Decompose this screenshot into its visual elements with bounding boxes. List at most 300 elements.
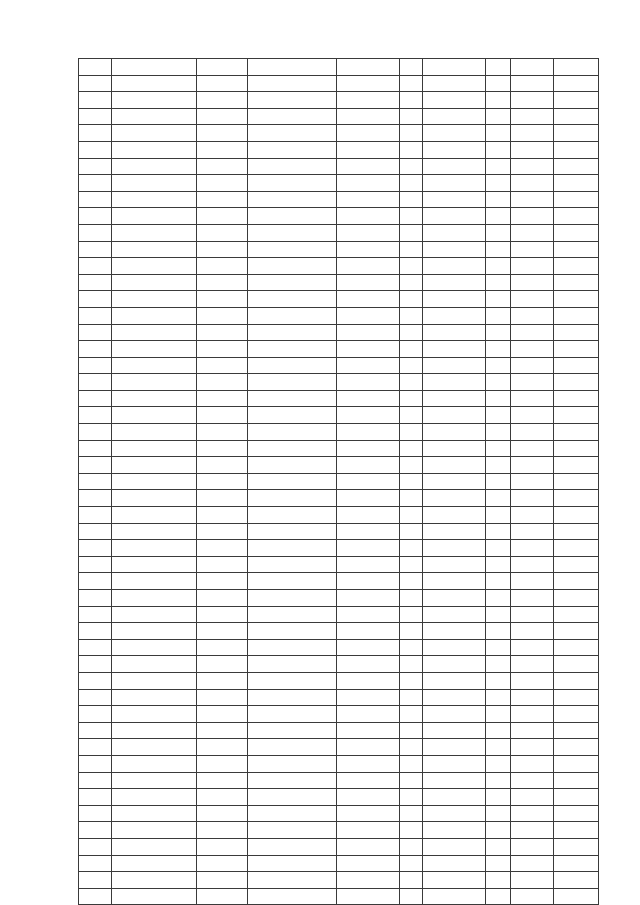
- ledger-table: [78, 58, 599, 905]
- table-cell-blank: [423, 191, 486, 208]
- table-cell-cadastral-code: [112, 838, 197, 855]
- table-cell-id: [79, 108, 112, 125]
- table-cell-address: [197, 573, 248, 590]
- table-cell-blank: [423, 689, 486, 706]
- table-cell-rate: [486, 706, 511, 723]
- table-cell-note: [554, 672, 599, 689]
- table-cell-area: [400, 639, 423, 656]
- table-cell-address: [197, 556, 248, 573]
- table-cell-usage-description: [337, 739, 400, 756]
- table-row: [79, 440, 599, 457]
- table-cell-address: [197, 457, 248, 474]
- table-cell-blank: [423, 755, 486, 772]
- table-row: [79, 606, 599, 623]
- table-cell-land-category: [248, 590, 337, 607]
- table-cell-id: [79, 606, 112, 623]
- table-cell-id: [79, 523, 112, 540]
- table-cell-cadastral-code: [112, 390, 197, 407]
- table-cell-rate: [486, 473, 511, 490]
- table-cell-id: [79, 706, 112, 723]
- table-cell-land-category: [248, 772, 337, 789]
- table-cell-area: [400, 457, 423, 474]
- table-row: [79, 274, 599, 291]
- table-cell-area: [400, 490, 423, 507]
- table-row: [79, 324, 599, 341]
- table-cell-usage-description: [337, 457, 400, 474]
- table-cell-note: [554, 274, 599, 291]
- table-cell-usage-description: [337, 523, 400, 540]
- table-cell-note: [554, 789, 599, 806]
- table-cell-id: [79, 92, 112, 109]
- table-cell-area: [400, 324, 423, 341]
- table-cell-blank: [423, 822, 486, 839]
- table-cell-land-category: [248, 888, 337, 905]
- table-cell-area: [400, 208, 423, 225]
- table-cell-id: [79, 224, 112, 241]
- table-cell-rate: [486, 291, 511, 308]
- table-cell-note: [554, 291, 599, 308]
- table-cell-blank: [423, 507, 486, 524]
- table-cell-area: [400, 473, 423, 490]
- table-row: [79, 872, 599, 889]
- table-cell-id: [79, 838, 112, 855]
- table-cell-amount: [511, 590, 554, 607]
- table-cell-blank: [423, 739, 486, 756]
- table-row: [79, 457, 599, 474]
- table-cell-amount: [511, 274, 554, 291]
- table-cell-area: [400, 407, 423, 424]
- table-cell-land-category: [248, 822, 337, 839]
- table-cell-area: [400, 540, 423, 557]
- table-cell-area: [400, 92, 423, 109]
- table-cell-area: [400, 158, 423, 175]
- table-cell-land-category: [248, 606, 337, 623]
- table-cell-address: [197, 590, 248, 607]
- table-cell-cadastral-code: [112, 540, 197, 557]
- table-cell-usage-description: [337, 175, 400, 192]
- table-cell-cadastral-code: [112, 341, 197, 358]
- table-cell-address: [197, 805, 248, 822]
- table-cell-id: [79, 357, 112, 374]
- table-cell-rate: [486, 507, 511, 524]
- table-cell-amount: [511, 739, 554, 756]
- table-cell-address: [197, 639, 248, 656]
- table-cell-rate: [486, 125, 511, 142]
- table-cell-land-category: [248, 556, 337, 573]
- table-cell-amount: [511, 706, 554, 723]
- table-cell-land-category: [248, 872, 337, 889]
- table-row: [79, 672, 599, 689]
- table-cell-cadastral-code: [112, 424, 197, 441]
- table-cell-blank: [423, 872, 486, 889]
- table-cell-id: [79, 390, 112, 407]
- table-cell-usage-description: [337, 274, 400, 291]
- table-row: [79, 739, 599, 756]
- table-row: [79, 540, 599, 557]
- table-cell-id: [79, 341, 112, 358]
- table-cell-cadastral-code: [112, 175, 197, 192]
- table-cell-blank: [423, 341, 486, 358]
- table-row: [79, 125, 599, 142]
- table-cell-amount: [511, 623, 554, 640]
- table-cell-cadastral-code: [112, 573, 197, 590]
- table-cell-id: [79, 772, 112, 789]
- table-cell-rate: [486, 390, 511, 407]
- table-cell-address: [197, 407, 248, 424]
- table-cell-usage-description: [337, 722, 400, 739]
- table-cell-usage-description: [337, 108, 400, 125]
- table-cell-amount: [511, 324, 554, 341]
- table-cell-address: [197, 523, 248, 540]
- table-cell-rate: [486, 92, 511, 109]
- table-cell-note: [554, 490, 599, 507]
- table-cell-blank: [423, 241, 486, 258]
- table-cell-cadastral-code: [112, 755, 197, 772]
- table-cell-usage-description: [337, 573, 400, 590]
- table-cell-amount: [511, 141, 554, 158]
- table-cell-blank: [423, 258, 486, 275]
- table-cell-address: [197, 241, 248, 258]
- table-cell-address: [197, 872, 248, 889]
- table-cell-note: [554, 540, 599, 557]
- table-cell-address: [197, 125, 248, 142]
- table-cell-amount: [511, 507, 554, 524]
- table-cell-rate: [486, 407, 511, 424]
- table-cell-rate: [486, 324, 511, 341]
- table-cell-address: [197, 208, 248, 225]
- table-cell-area: [400, 855, 423, 872]
- table-cell-area: [400, 606, 423, 623]
- table-cell-amount: [511, 59, 554, 76]
- table-cell-usage-description: [337, 440, 400, 457]
- table-cell-area: [400, 175, 423, 192]
- table-row: [79, 341, 599, 358]
- table-cell-rate: [486, 805, 511, 822]
- table-cell-rate: [486, 573, 511, 590]
- table-cell-land-category: [248, 125, 337, 142]
- table-cell-address: [197, 473, 248, 490]
- table-cell-cadastral-code: [112, 523, 197, 540]
- table-cell-cadastral-code: [112, 772, 197, 789]
- table-cell-id: [79, 490, 112, 507]
- table-cell-blank: [423, 490, 486, 507]
- table-cell-area: [400, 689, 423, 706]
- table-cell-blank: [423, 789, 486, 806]
- table-cell-usage-description: [337, 407, 400, 424]
- table-cell-area: [400, 507, 423, 524]
- table-cell-blank: [423, 357, 486, 374]
- table-row: [79, 473, 599, 490]
- table-cell-area: [400, 59, 423, 76]
- table-cell-cadastral-code: [112, 689, 197, 706]
- table-cell-area: [400, 888, 423, 905]
- table-cell-address: [197, 390, 248, 407]
- table-cell-cadastral-code: [112, 191, 197, 208]
- table-cell-address: [197, 739, 248, 756]
- table-row: [79, 357, 599, 374]
- table-cell-address: [197, 888, 248, 905]
- table-cell-area: [400, 191, 423, 208]
- table-cell-note: [554, 623, 599, 640]
- table-cell-rate: [486, 656, 511, 673]
- table-cell-rate: [486, 108, 511, 125]
- table-cell-amount: [511, 772, 554, 789]
- table-cell-land-category: [248, 75, 337, 92]
- table-cell-cadastral-code: [112, 606, 197, 623]
- table-cell-area: [400, 755, 423, 772]
- table-cell-address: [197, 490, 248, 507]
- table-cell-rate: [486, 208, 511, 225]
- table-cell-cadastral-code: [112, 75, 197, 92]
- table-cell-usage-description: [337, 307, 400, 324]
- table-cell-amount: [511, 191, 554, 208]
- table-cell-amount: [511, 639, 554, 656]
- table-cell-note: [554, 407, 599, 424]
- table-cell-rate: [486, 590, 511, 607]
- table-cell-address: [197, 838, 248, 855]
- table-cell-blank: [423, 307, 486, 324]
- table-row: [79, 92, 599, 109]
- table-cell-address: [197, 606, 248, 623]
- table-cell-area: [400, 390, 423, 407]
- table-row: [79, 805, 599, 822]
- table-cell-area: [400, 424, 423, 441]
- table-row: [79, 507, 599, 524]
- table-cell-amount: [511, 755, 554, 772]
- table-cell-note: [554, 822, 599, 839]
- table-cell-usage-description: [337, 639, 400, 656]
- table-cell-area: [400, 241, 423, 258]
- table-cell-land-category: [248, 689, 337, 706]
- table-cell-rate: [486, 490, 511, 507]
- table-cell-amount: [511, 390, 554, 407]
- table-cell-usage-description: [337, 59, 400, 76]
- table-cell-address: [197, 341, 248, 358]
- table-cell-cadastral-code: [112, 457, 197, 474]
- table-row: [79, 75, 599, 92]
- table-cell-land-category: [248, 307, 337, 324]
- table-cell-usage-description: [337, 92, 400, 109]
- table-row: [79, 722, 599, 739]
- table-cell-usage-description: [337, 822, 400, 839]
- table-cell-rate: [486, 224, 511, 241]
- table-cell-area: [400, 141, 423, 158]
- table-cell-cadastral-code: [112, 307, 197, 324]
- table-cell-rate: [486, 341, 511, 358]
- table-cell-note: [554, 374, 599, 391]
- table-cell-blank: [423, 639, 486, 656]
- table-cell-note: [554, 855, 599, 872]
- table-cell-id: [79, 789, 112, 806]
- table-cell-rate: [486, 540, 511, 557]
- table-cell-usage-description: [337, 125, 400, 142]
- table-cell-id: [79, 59, 112, 76]
- table-cell-land-category: [248, 855, 337, 872]
- table-cell-land-category: [248, 390, 337, 407]
- table-cell-rate: [486, 175, 511, 192]
- table-cell-usage-description: [337, 473, 400, 490]
- table-cell-cadastral-code: [112, 59, 197, 76]
- table-cell-rate: [486, 307, 511, 324]
- table-cell-id: [79, 722, 112, 739]
- table-cell-amount: [511, 75, 554, 92]
- table-cell-amount: [511, 357, 554, 374]
- table-cell-land-category: [248, 291, 337, 308]
- table-cell-note: [554, 108, 599, 125]
- table-cell-usage-description: [337, 75, 400, 92]
- table-cell-land-category: [248, 92, 337, 109]
- table-cell-note: [554, 888, 599, 905]
- table-cell-rate: [486, 739, 511, 756]
- table-cell-land-category: [248, 208, 337, 225]
- table-cell-amount: [511, 108, 554, 125]
- table-cell-address: [197, 540, 248, 557]
- table-cell-note: [554, 341, 599, 358]
- table-cell-blank: [423, 208, 486, 225]
- table-cell-blank: [423, 772, 486, 789]
- table-cell-blank: [423, 722, 486, 739]
- table-cell-amount: [511, 473, 554, 490]
- table-cell-land-category: [248, 141, 337, 158]
- table-cell-id: [79, 440, 112, 457]
- table-cell-note: [554, 224, 599, 241]
- table-cell-blank: [423, 291, 486, 308]
- table-cell-area: [400, 374, 423, 391]
- table-cell-amount: [511, 855, 554, 872]
- table-cell-address: [197, 291, 248, 308]
- table-cell-note: [554, 457, 599, 474]
- table-cell-area: [400, 706, 423, 723]
- table-cell-address: [197, 191, 248, 208]
- table-row: [79, 108, 599, 125]
- table-row: [79, 374, 599, 391]
- table-cell-id: [79, 291, 112, 308]
- table-cell-address: [197, 59, 248, 76]
- table-cell-cadastral-code: [112, 208, 197, 225]
- table-row: [79, 689, 599, 706]
- table-cell-amount: [511, 92, 554, 109]
- table-cell-blank: [423, 175, 486, 192]
- table-cell-cadastral-code: [112, 556, 197, 573]
- table-cell-land-category: [248, 573, 337, 590]
- table-cell-usage-description: [337, 855, 400, 872]
- table-row: [79, 175, 599, 192]
- table-cell-land-category: [248, 357, 337, 374]
- table-cell-area: [400, 722, 423, 739]
- table-cell-cadastral-code: [112, 274, 197, 291]
- table-cell-area: [400, 822, 423, 839]
- table-cell-blank: [423, 606, 486, 623]
- table-cell-note: [554, 656, 599, 673]
- table-cell-rate: [486, 722, 511, 739]
- table-cell-id: [79, 241, 112, 258]
- table-cell-rate: [486, 872, 511, 889]
- table-cell-amount: [511, 672, 554, 689]
- table-cell-note: [554, 357, 599, 374]
- table-cell-land-category: [248, 440, 337, 457]
- table-cell-id: [79, 258, 112, 275]
- table-cell-blank: [423, 92, 486, 109]
- table-cell-land-category: [248, 805, 337, 822]
- table-cell-note: [554, 772, 599, 789]
- table-cell-usage-description: [337, 623, 400, 640]
- table-cell-cadastral-code: [112, 855, 197, 872]
- table-row: [79, 573, 599, 590]
- table-row: [79, 241, 599, 258]
- table-cell-usage-description: [337, 424, 400, 441]
- table-cell-usage-description: [337, 556, 400, 573]
- table-cell-rate: [486, 75, 511, 92]
- table-cell-rate: [486, 457, 511, 474]
- table-row: [79, 390, 599, 407]
- table-cell-id: [79, 374, 112, 391]
- table-cell-cadastral-code: [112, 258, 197, 275]
- table-cell-land-category: [248, 540, 337, 557]
- table-cell-note: [554, 390, 599, 407]
- table-cell-id: [79, 191, 112, 208]
- table-row: [79, 656, 599, 673]
- table-row: [79, 623, 599, 640]
- table-cell-rate: [486, 258, 511, 275]
- table-cell-id: [79, 739, 112, 756]
- table-cell-rate: [486, 374, 511, 391]
- table-cell-id: [79, 141, 112, 158]
- table-cell-blank: [423, 656, 486, 673]
- table-cell-amount: [511, 175, 554, 192]
- table-cell-note: [554, 75, 599, 92]
- table-cell-amount: [511, 722, 554, 739]
- table-cell-area: [400, 224, 423, 241]
- table-cell-address: [197, 623, 248, 640]
- table-cell-address: [197, 324, 248, 341]
- table-cell-note: [554, 573, 599, 590]
- table-cell-amount: [511, 341, 554, 358]
- table-cell-cadastral-code: [112, 888, 197, 905]
- table-cell-note: [554, 556, 599, 573]
- table-row: [79, 822, 599, 839]
- table-cell-amount: [511, 291, 554, 308]
- table-cell-address: [197, 75, 248, 92]
- table-cell-id: [79, 457, 112, 474]
- table-cell-blank: [423, 440, 486, 457]
- table-cell-usage-description: [337, 191, 400, 208]
- table-cell-id: [79, 175, 112, 192]
- table-cell-land-category: [248, 341, 337, 358]
- table-cell-usage-description: [337, 888, 400, 905]
- table-cell-blank: [423, 540, 486, 557]
- table-cell-address: [197, 855, 248, 872]
- table-cell-usage-description: [337, 158, 400, 175]
- table-cell-blank: [423, 888, 486, 905]
- table-cell-note: [554, 175, 599, 192]
- table-cell-blank: [423, 407, 486, 424]
- table-cell-usage-description: [337, 224, 400, 241]
- table-cell-usage-description: [337, 341, 400, 358]
- table-cell-address: [197, 307, 248, 324]
- table-cell-blank: [423, 556, 486, 573]
- table-cell-address: [197, 258, 248, 275]
- table-cell-usage-description: [337, 606, 400, 623]
- table-cell-note: [554, 805, 599, 822]
- table-cell-area: [400, 108, 423, 125]
- table-cell-land-category: [248, 274, 337, 291]
- table-row: [79, 224, 599, 241]
- table-cell-address: [197, 424, 248, 441]
- table-cell-amount: [511, 407, 554, 424]
- table-cell-id: [79, 623, 112, 640]
- table-cell-usage-description: [337, 374, 400, 391]
- table-cell-land-category: [248, 59, 337, 76]
